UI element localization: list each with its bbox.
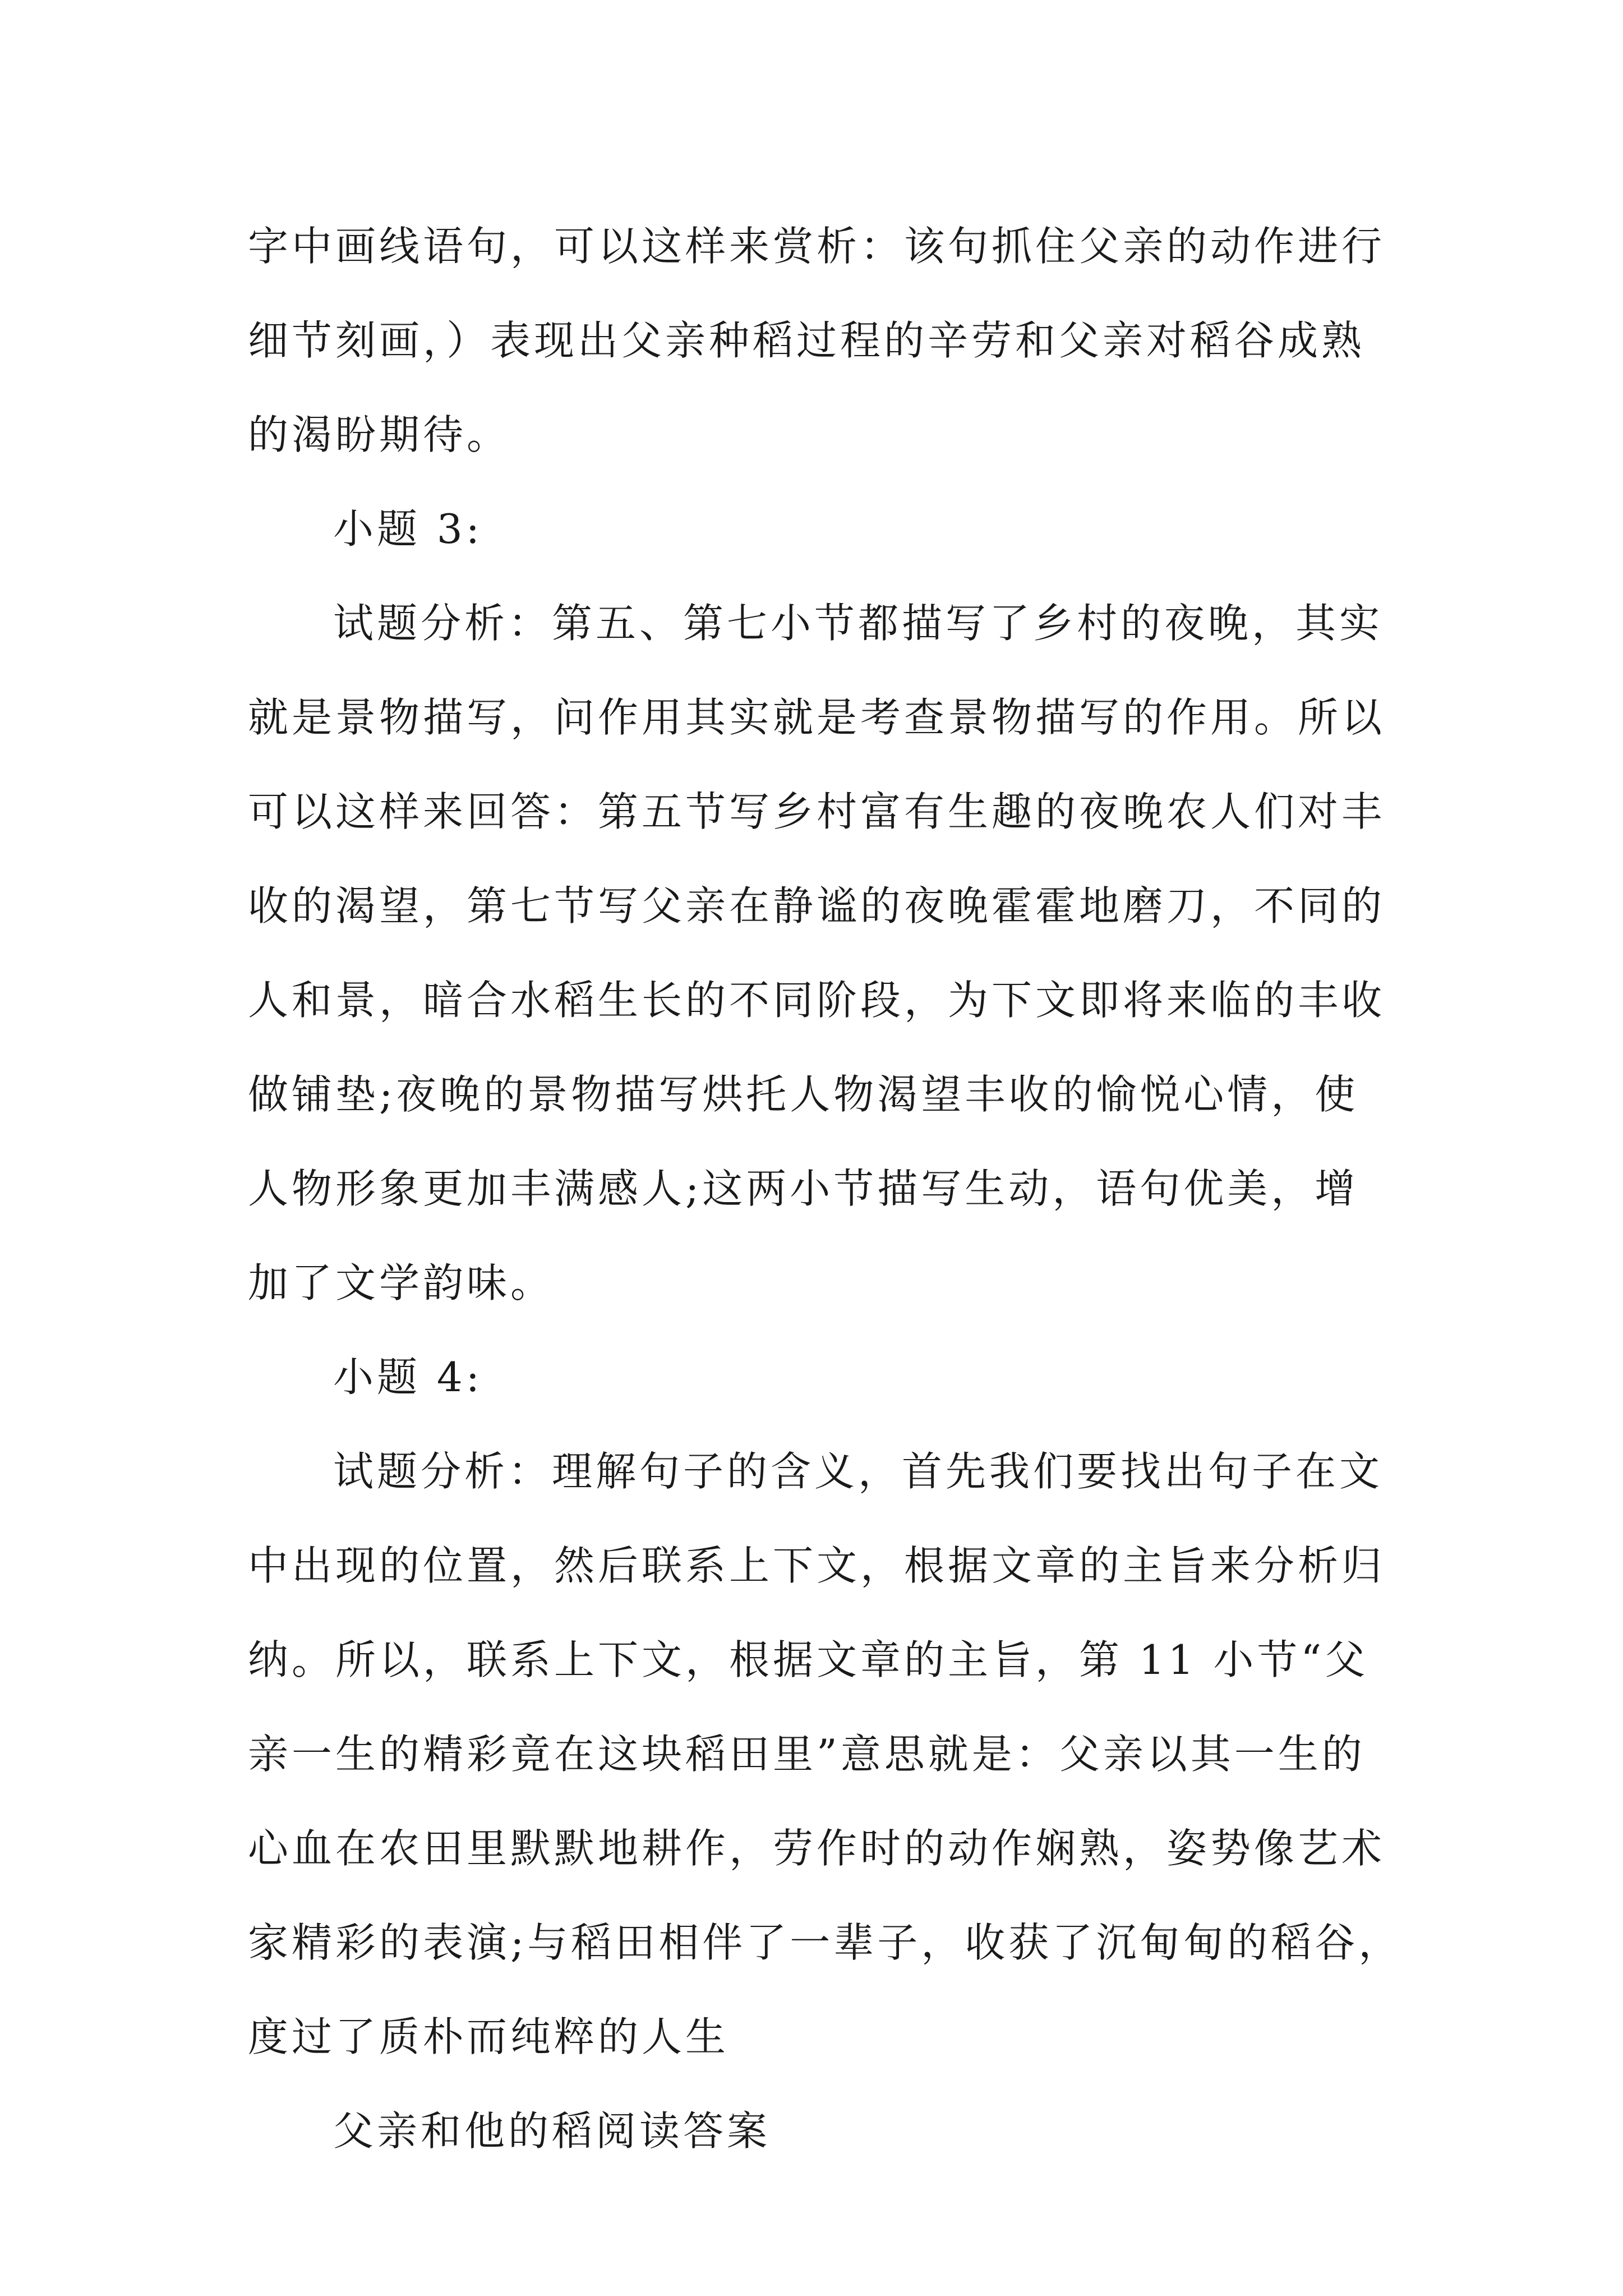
- text-line: 细节刻画，）表现出父亲种稻过程的辛劳和父亲对稻谷成熟: [248, 317, 1366, 364]
- text-line: 试题分析：第五、第七小节都描写了乡村的夜晚，其实: [333, 600, 1384, 647]
- text-line: 中出现的位置，然后联系上下文，根据文章的主旨来分析归: [248, 1542, 1386, 1589]
- text-line: 家精彩的表演;与稻田相伴了一辈子，收获了沉甸甸的稻谷，: [248, 1919, 1403, 1966]
- text-line: 可以这样来回答：第五节写乡村富有生趣的夜晚农人们对丰: [248, 788, 1386, 835]
- text-line: 试题分析：理解句子的含义，首先我们要找出句子在文: [333, 1448, 1384, 1495]
- text-line: 的渴盼期待。: [248, 411, 511, 458]
- text-line: 心血在农田里默默地耕作，劳作时的动作娴熟，姿势像艺术: [248, 1825, 1386, 1872]
- text-line: 收的渴望，第七节写父亲在静谧的夜晚霍霍地磨刀，不同的: [248, 882, 1386, 930]
- text-line: 小题 4:: [333, 1354, 483, 1401]
- text-line: 字中画线语句，可以这样来赏析：该句抓住父亲的动作进行: [248, 223, 1386, 270]
- document-body: [248, 199, 1403, 2178]
- question-3-heading: [248, 482, 1392, 576]
- question-3-analysis: [248, 576, 1392, 1330]
- question-4-analysis: [248, 1424, 1403, 2084]
- document-title-footer: [248, 2084, 1392, 2178]
- text-line: 亲一生的精彩竟在这块稻田里”意思就是：父亲以其一生的: [248, 1731, 1366, 1778]
- text-line: 做铺垫;夜晚的景物描写烘托人物渴望丰收的愉悦心情，使: [248, 1071, 1359, 1118]
- text-line: 就是景物描写，问作用其实就是考查景物描写的作用。所以: [248, 694, 1386, 741]
- text-line: 度过了质朴而纯粹的人生: [248, 2013, 730, 2060]
- paragraph-1: [248, 199, 1392, 482]
- text-line: 纳。所以，联系上下文，根据文章的主旨，第 11 小节“父: [248, 1636, 1369, 1683]
- text-line: 小题 3:: [333, 505, 483, 553]
- text-line: 父亲和他的稻阅读答案: [333, 2108, 771, 2155]
- text-line: 加了文学韵味。: [248, 1259, 555, 1306]
- text-line: 人和景，暗合水稻生长的不同阶段，为下文即将来临的丰收: [248, 977, 1386, 1024]
- text-line: 人物形象更加丰满感人;这两小节描写生动，语句优美，增: [248, 1165, 1359, 1212]
- question-4-heading: [248, 1330, 1392, 1424]
